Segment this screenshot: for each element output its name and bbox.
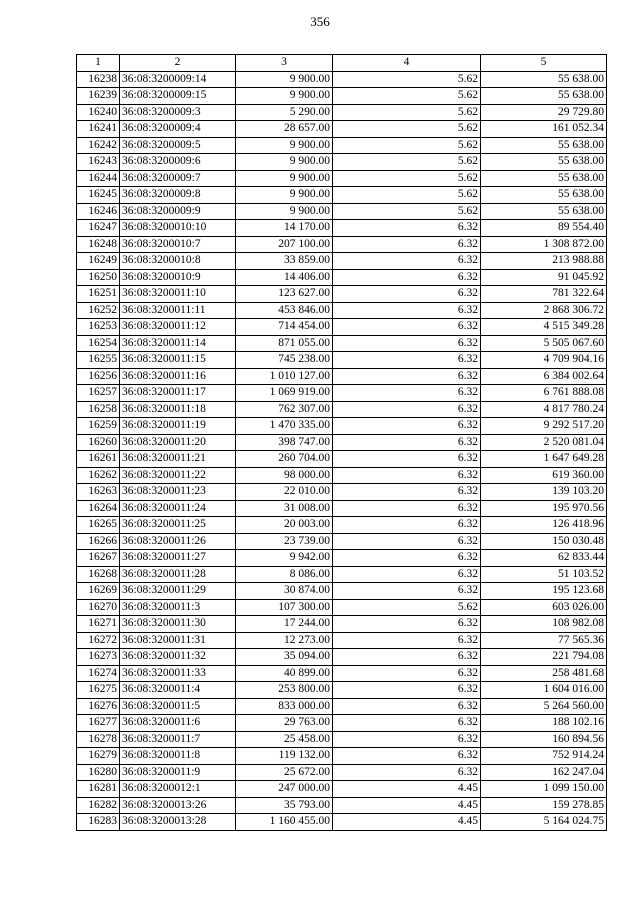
- cadastral-number-cell: 36:08:3200011:17: [120, 385, 236, 402]
- cadastral-number-cell: 36:08:3200010:10: [120, 220, 236, 237]
- area-cell: 9 900.00: [236, 154, 333, 171]
- value-cell: 1 099 150.00: [481, 781, 607, 798]
- area-cell: 31 008.00: [236, 500, 333, 517]
- table-row: [77, 764, 607, 781]
- value-cell: 77 565.36: [481, 632, 607, 649]
- area-cell: 253 800.00: [236, 682, 333, 699]
- table-row: [77, 467, 607, 484]
- area-cell: 207 100.00: [236, 236, 333, 253]
- area-cell: 260 704.00: [236, 451, 333, 468]
- row-number-cell: 16262: [77, 467, 120, 484]
- rate-cell: 6.32: [333, 302, 481, 319]
- rate-cell: 6.32: [333, 467, 481, 484]
- area-cell: 22 010.00: [236, 484, 333, 501]
- value-cell: 55 638.00: [481, 203, 607, 220]
- row-number-cell: 16252: [77, 302, 120, 319]
- value-cell: 188 102.16: [481, 715, 607, 732]
- value-cell: 781 322.64: [481, 286, 607, 303]
- rate-cell: 6.32: [333, 632, 481, 649]
- area-cell: 14 406.00: [236, 269, 333, 286]
- value-cell: 5 264 560.00: [481, 698, 607, 715]
- area-cell: 9 900.00: [236, 71, 333, 88]
- row-number-cell: 16257: [77, 385, 120, 402]
- area-cell: 33 859.00: [236, 253, 333, 270]
- area-cell: 9 900.00: [236, 137, 333, 154]
- row-number-cell: 16264: [77, 500, 120, 517]
- row-number-cell: 16275: [77, 682, 120, 699]
- table-row: [77, 434, 607, 451]
- row-number-cell: 16250: [77, 269, 120, 286]
- table-header-row: [77, 55, 607, 72]
- rate-cell: 4.45: [333, 814, 481, 831]
- rate-cell: 6.32: [333, 566, 481, 583]
- value-cell: 55 638.00: [481, 187, 607, 204]
- area-cell: 17 244.00: [236, 616, 333, 633]
- area-cell: 30 874.00: [236, 583, 333, 600]
- cadastral-number-cell: 36:08:3200011:32: [120, 649, 236, 666]
- cadastral-number-cell: 36:08:3200011:30: [120, 616, 236, 633]
- cadastral-number-cell: 36:08:3200011:25: [120, 517, 236, 534]
- value-cell: 62 833.44: [481, 550, 607, 567]
- rate-cell: 6.32: [333, 335, 481, 352]
- value-cell: 619 360.00: [481, 467, 607, 484]
- rate-cell: 5.62: [333, 599, 481, 616]
- value-cell: 195 970.56: [481, 500, 607, 517]
- area-cell: 9 900.00: [236, 187, 333, 204]
- row-number-cell: 16280: [77, 764, 120, 781]
- cadastral-number-cell: 36:08:3200011:23: [120, 484, 236, 501]
- cadastral-number-cell: 36:08:3200011:4: [120, 682, 236, 699]
- row-number-cell: 16259: [77, 418, 120, 435]
- table-row: [77, 632, 607, 649]
- table-row: [77, 616, 607, 633]
- value-cell: 55 638.00: [481, 137, 607, 154]
- column-header: 5: [481, 55, 607, 72]
- area-cell: 453 846.00: [236, 302, 333, 319]
- rate-cell: 5.62: [333, 71, 481, 88]
- rate-cell: 6.32: [333, 682, 481, 699]
- table-row: [77, 352, 607, 369]
- rate-cell: 6.32: [333, 550, 481, 567]
- data-table: [76, 54, 607, 831]
- row-number-cell: 16238: [77, 71, 120, 88]
- row-number-cell: 16255: [77, 352, 120, 369]
- cadastral-number-cell: 36:08:3200011:15: [120, 352, 236, 369]
- cadastral-number-cell: 36:08:3200011:18: [120, 401, 236, 418]
- table-row: [77, 748, 607, 765]
- area-cell: 123 627.00: [236, 286, 333, 303]
- area-cell: 745 238.00: [236, 352, 333, 369]
- row-number-cell: 16268: [77, 566, 120, 583]
- cadastral-number-cell: 36:08:3200011:16: [120, 368, 236, 385]
- rate-cell: 6.32: [333, 616, 481, 633]
- rate-cell: 6.32: [333, 533, 481, 550]
- area-cell: 714 454.00: [236, 319, 333, 336]
- row-number-cell: 16244: [77, 170, 120, 187]
- table-row: [77, 170, 607, 187]
- value-cell: 9 292 517.20: [481, 418, 607, 435]
- value-cell: 55 638.00: [481, 154, 607, 171]
- table-row: [77, 253, 607, 270]
- rate-cell: 6.32: [333, 517, 481, 534]
- column-header: 4: [333, 55, 481, 72]
- table-body: [77, 71, 607, 830]
- area-cell: 35 094.00: [236, 649, 333, 666]
- cadastral-number-cell: 36:08:3200011:6: [120, 715, 236, 732]
- row-number-cell: 16242: [77, 137, 120, 154]
- cadastral-number-cell: 36:08:3200009:6: [120, 154, 236, 171]
- cadastral-number-cell: 36:08:3200011:21: [120, 451, 236, 468]
- value-cell: 55 638.00: [481, 71, 607, 88]
- rate-cell: 6.32: [333, 368, 481, 385]
- table-row: [77, 137, 607, 154]
- table-row: [77, 154, 607, 171]
- row-number-cell: 16276: [77, 698, 120, 715]
- rate-cell: 5.62: [333, 104, 481, 121]
- rate-cell: 5.62: [333, 187, 481, 204]
- area-cell: 5 290.00: [236, 104, 333, 121]
- table-row: [77, 599, 607, 616]
- value-cell: 213 988.88: [481, 253, 607, 270]
- row-number-cell: 16277: [77, 715, 120, 732]
- cadastral-number-cell: 36:08:3200011:14: [120, 335, 236, 352]
- row-number-cell: 16248: [77, 236, 120, 253]
- area-cell: 9 900.00: [236, 88, 333, 105]
- cadastral-number-cell: 36:08:3200009:14: [120, 71, 236, 88]
- area-cell: 35 793.00: [236, 797, 333, 814]
- cadastral-number-cell: 36:08:3200009:15: [120, 88, 236, 105]
- table-row: [77, 385, 607, 402]
- row-number-cell: 16270: [77, 599, 120, 616]
- row-number-cell: 16261: [77, 451, 120, 468]
- row-number-cell: 16282: [77, 797, 120, 814]
- value-cell: 89 554.40: [481, 220, 607, 237]
- rate-cell: 6.32: [333, 434, 481, 451]
- area-cell: 1 010 127.00: [236, 368, 333, 385]
- table-row: [77, 121, 607, 138]
- column-header: 3: [236, 55, 333, 72]
- value-cell: 6 761 888.08: [481, 385, 607, 402]
- cadastral-number-cell: 36:08:3200011:11: [120, 302, 236, 319]
- row-number-cell: 16241: [77, 121, 120, 138]
- rate-cell: 6.32: [333, 500, 481, 517]
- value-cell: 603 026.00: [481, 599, 607, 616]
- table-row: [77, 236, 607, 253]
- value-cell: 126 418.96: [481, 517, 607, 534]
- row-number-cell: 16243: [77, 154, 120, 171]
- area-cell: 398 747.00: [236, 434, 333, 451]
- rate-cell: 6.32: [333, 286, 481, 303]
- table-row: [77, 335, 607, 352]
- rate-cell: 6.32: [333, 269, 481, 286]
- row-number-cell: 16258: [77, 401, 120, 418]
- area-cell: 1 470 335.00: [236, 418, 333, 435]
- page-number: 356: [310, 14, 330, 29]
- table-row: [77, 302, 607, 319]
- table-row: [77, 319, 607, 336]
- row-number-cell: 16266: [77, 533, 120, 550]
- value-cell: 5 164 024.75: [481, 814, 607, 831]
- row-number-cell: 16273: [77, 649, 120, 666]
- value-cell: 108 982.08: [481, 616, 607, 633]
- value-cell: 5 505 067.60: [481, 335, 607, 352]
- cadastral-number-cell: 36:08:3200010:7: [120, 236, 236, 253]
- cadastral-number-cell: 36:08:3200011:33: [120, 665, 236, 682]
- table-row: [77, 814, 607, 831]
- rate-cell: 6.32: [333, 385, 481, 402]
- row-number-cell: 16246: [77, 203, 120, 220]
- rate-cell: 6.32: [333, 220, 481, 237]
- row-number-cell: 16251: [77, 286, 120, 303]
- cadastral-number-cell: 36:08:3200013:26: [120, 797, 236, 814]
- value-cell: 139 103.20: [481, 484, 607, 501]
- area-cell: 8 086.00: [236, 566, 333, 583]
- table-row: [77, 698, 607, 715]
- table-row: [77, 71, 607, 88]
- area-cell: 98 000.00: [236, 467, 333, 484]
- cadastral-number-cell: 36:08:3200011:12: [120, 319, 236, 336]
- value-cell: 161 052.34: [481, 121, 607, 138]
- rate-cell: 4.45: [333, 781, 481, 798]
- area-cell: 1 069 919.00: [236, 385, 333, 402]
- value-cell: 1 308 872.00: [481, 236, 607, 253]
- table-row: [77, 665, 607, 682]
- cadastral-number-cell: 36:08:3200010:9: [120, 269, 236, 286]
- rate-cell: 6.32: [333, 748, 481, 765]
- rate-cell: 6.32: [333, 583, 481, 600]
- cadastral-number-cell: 36:08:3200013:28: [120, 814, 236, 831]
- cadastral-number-cell: 36:08:3200011:29: [120, 583, 236, 600]
- table-row: [77, 682, 607, 699]
- cadastral-number-cell: 36:08:3200011:20: [120, 434, 236, 451]
- cadastral-number-cell: 36:08:3200011:3: [120, 599, 236, 616]
- row-number-cell: 16249: [77, 253, 120, 270]
- area-cell: 25 672.00: [236, 764, 333, 781]
- table-row: [77, 550, 607, 567]
- area-cell: 107 300.00: [236, 599, 333, 616]
- cadastral-number-cell: 36:08:3200011:5: [120, 698, 236, 715]
- area-cell: 119 132.00: [236, 748, 333, 765]
- cadastral-number-cell: 36:08:3200009:8: [120, 187, 236, 204]
- cadastral-number-cell: 36:08:3200011:27: [120, 550, 236, 567]
- area-cell: 9 900.00: [236, 170, 333, 187]
- table-row: [77, 220, 607, 237]
- area-cell: 23 739.00: [236, 533, 333, 550]
- value-cell: 4 817 780.24: [481, 401, 607, 418]
- rate-cell: 6.32: [333, 319, 481, 336]
- value-cell: 258 481.68: [481, 665, 607, 682]
- table-row: [77, 517, 607, 534]
- rate-cell: 6.32: [333, 401, 481, 418]
- row-number-cell: 16281: [77, 781, 120, 798]
- row-number-cell: 16269: [77, 583, 120, 600]
- row-number-cell: 16239: [77, 88, 120, 105]
- value-cell: 150 030.48: [481, 533, 607, 550]
- area-cell: 9 942.00: [236, 550, 333, 567]
- area-cell: 1 160 455.00: [236, 814, 333, 831]
- area-cell: 762 307.00: [236, 401, 333, 418]
- row-number-cell: 16256: [77, 368, 120, 385]
- table-row: [77, 269, 607, 286]
- cadastral-number-cell: 36:08:3200009:7: [120, 170, 236, 187]
- rate-cell: 5.62: [333, 170, 481, 187]
- value-cell: 6 384 002.64: [481, 368, 607, 385]
- row-number-cell: 16265: [77, 517, 120, 534]
- table-row: [77, 401, 607, 418]
- rate-cell: 5.62: [333, 203, 481, 220]
- rate-cell: 6.32: [333, 715, 481, 732]
- rate-cell: 6.32: [333, 236, 481, 253]
- cadastral-number-cell: 36:08:3200010:8: [120, 253, 236, 270]
- rate-cell: 5.62: [333, 121, 481, 138]
- cadastral-number-cell: 36:08:3200011:9: [120, 764, 236, 781]
- area-cell: 9 900.00: [236, 203, 333, 220]
- row-number-cell: 16267: [77, 550, 120, 567]
- rate-cell: 5.62: [333, 154, 481, 171]
- cadastral-number-cell: 36:08:3200009:3: [120, 104, 236, 121]
- rate-cell: 6.32: [333, 484, 481, 501]
- row-number-cell: 16245: [77, 187, 120, 204]
- table-row: [77, 418, 607, 435]
- cadastral-number-cell: 36:08:3200011:7: [120, 731, 236, 748]
- area-cell: 12 273.00: [236, 632, 333, 649]
- cadastral-number-cell: 36:08:3200009:4: [120, 121, 236, 138]
- cadastral-number-cell: 36:08:3200011:28: [120, 566, 236, 583]
- value-cell: 91 045.92: [481, 269, 607, 286]
- rate-cell: 6.32: [333, 352, 481, 369]
- value-cell: 752 914.24: [481, 748, 607, 765]
- rate-cell: 6.32: [333, 649, 481, 666]
- area-cell: 833 000.00: [236, 698, 333, 715]
- row-number-cell: 16271: [77, 616, 120, 633]
- cadastral-number-cell: 36:08:3200009:9: [120, 203, 236, 220]
- cadastral-number-cell: 36:08:3200009:5: [120, 137, 236, 154]
- column-header: 1: [77, 55, 120, 72]
- rate-cell: 6.32: [333, 764, 481, 781]
- cadastral-number-cell: 36:08:3200011:10: [120, 286, 236, 303]
- table-row: [77, 451, 607, 468]
- rate-cell: 6.32: [333, 451, 481, 468]
- row-number-cell: 16254: [77, 335, 120, 352]
- cadastral-number-cell: 36:08:3200011:24: [120, 500, 236, 517]
- table-row: [77, 484, 607, 501]
- value-cell: 29 729.80: [481, 104, 607, 121]
- area-cell: 871 055.00: [236, 335, 333, 352]
- value-cell: 160 894.56: [481, 731, 607, 748]
- cadastral-number-cell: 36:08:3200012:1: [120, 781, 236, 798]
- table-row: [77, 88, 607, 105]
- table-row: [77, 797, 607, 814]
- row-number-cell: 16278: [77, 731, 120, 748]
- value-cell: 221 794.08: [481, 649, 607, 666]
- value-cell: 159 278.85: [481, 797, 607, 814]
- table-row: [77, 187, 607, 204]
- rate-cell: 6.32: [333, 698, 481, 715]
- row-number-cell: 16279: [77, 748, 120, 765]
- table-row: [77, 715, 607, 732]
- value-cell: 1 647 649.28: [481, 451, 607, 468]
- rate-cell: 4.45: [333, 797, 481, 814]
- rate-cell: 5.62: [333, 137, 481, 154]
- row-number-cell: 16263: [77, 484, 120, 501]
- table-row: [77, 583, 607, 600]
- table-row: [77, 533, 607, 550]
- table-row: [77, 649, 607, 666]
- table-row: [77, 731, 607, 748]
- value-cell: 4 709 904.16: [481, 352, 607, 369]
- value-cell: 162 247.04: [481, 764, 607, 781]
- area-cell: 25 458.00: [236, 731, 333, 748]
- value-cell: 2 520 081.04: [481, 434, 607, 451]
- table-row: [77, 286, 607, 303]
- area-cell: 29 763.00: [236, 715, 333, 732]
- table-row: [77, 566, 607, 583]
- area-cell: 247 000.00: [236, 781, 333, 798]
- value-cell: 55 638.00: [481, 170, 607, 187]
- cadastral-number-cell: 36:08:3200011:8: [120, 748, 236, 765]
- row-number-cell: 16240: [77, 104, 120, 121]
- area-cell: 28 657.00: [236, 121, 333, 138]
- cadastral-number-cell: 36:08:3200011:31: [120, 632, 236, 649]
- table-row: [77, 368, 607, 385]
- rate-cell: 6.32: [333, 731, 481, 748]
- table-row: [77, 781, 607, 798]
- table-row: [77, 203, 607, 220]
- row-number-cell: 16274: [77, 665, 120, 682]
- cadastral-number-cell: 36:08:3200011:26: [120, 533, 236, 550]
- rate-cell: 6.32: [333, 418, 481, 435]
- value-cell: 1 604 016.00: [481, 682, 607, 699]
- row-number-cell: 16283: [77, 814, 120, 831]
- value-cell: 195 123.68: [481, 583, 607, 600]
- value-cell: 2 868 306.72: [481, 302, 607, 319]
- value-cell: 4 515 349.28: [481, 319, 607, 336]
- rate-cell: 6.32: [333, 665, 481, 682]
- area-cell: 14 170.00: [236, 220, 333, 237]
- value-cell: 55 638.00: [481, 88, 607, 105]
- table-row: [77, 500, 607, 517]
- column-header: 2: [120, 55, 236, 72]
- row-number-cell: 16260: [77, 434, 120, 451]
- row-number-cell: 16247: [77, 220, 120, 237]
- row-number-cell: 16272: [77, 632, 120, 649]
- cadastral-number-cell: 36:08:3200011:22: [120, 467, 236, 484]
- table-row: [77, 104, 607, 121]
- rate-cell: 5.62: [333, 88, 481, 105]
- cadastral-number-cell: 36:08:3200011:19: [120, 418, 236, 435]
- row-number-cell: 16253: [77, 319, 120, 336]
- area-cell: 20 003.00: [236, 517, 333, 534]
- value-cell: 51 103.52: [481, 566, 607, 583]
- area-cell: 40 899.00: [236, 665, 333, 682]
- rate-cell: 6.32: [333, 253, 481, 270]
